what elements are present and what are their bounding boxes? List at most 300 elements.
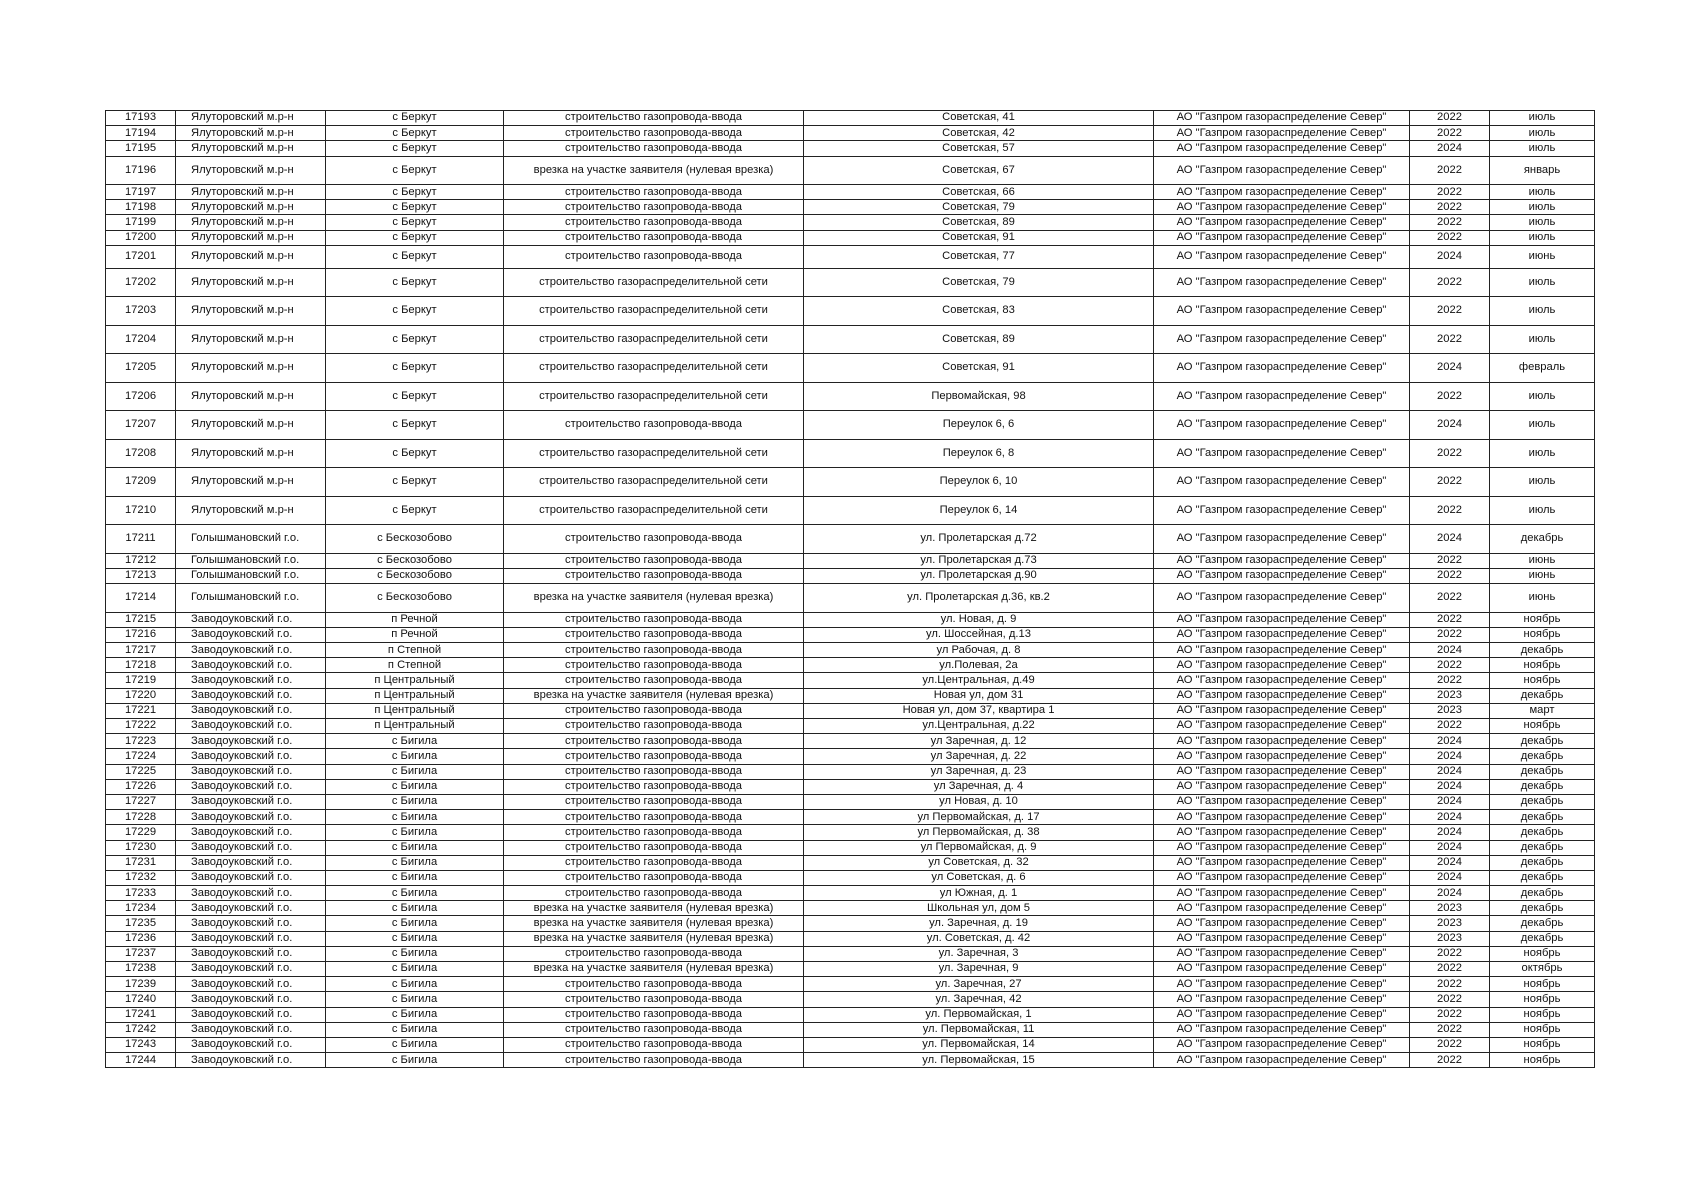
- locality-cell: п Степной: [326, 643, 504, 658]
- year-cell: 2022: [1410, 612, 1490, 627]
- row-id-cell: 17227: [106, 794, 176, 809]
- district-cell: Заводоуковский г.о.: [176, 673, 326, 688]
- work-type-cell: строительство газопровода-ввода: [504, 825, 804, 840]
- organization-cell: АО "Газпром газораспределение Север": [1154, 886, 1410, 901]
- organization-cell: АО "Газпром газораспределение Север": [1154, 855, 1410, 870]
- year-cell: 2022: [1410, 946, 1490, 961]
- district-cell: Заводоуковский г.о.: [176, 719, 326, 734]
- district-cell: Ялуторовский м.р-н: [176, 111, 326, 126]
- organization-cell: АО "Газпром газораспределение Север": [1154, 382, 1410, 411]
- month-cell: октябрь: [1490, 962, 1595, 977]
- table-row: [106, 126, 1595, 141]
- organization-cell: АО "Газпром газораспределение Север": [1154, 658, 1410, 673]
- district-cell: Голышмановский г.о.: [176, 584, 326, 613]
- work-type-cell: строительство газопровода-ввода: [504, 703, 804, 718]
- work-type-cell: строительство газопровода-ввода: [504, 215, 804, 230]
- locality-cell: с Бигила: [326, 946, 504, 961]
- locality-cell: с Бигила: [326, 1022, 504, 1037]
- district-cell: Заводоуковский г.о.: [176, 901, 326, 916]
- district-cell: Ялуторовский м.р-н: [176, 245, 326, 268]
- locality-cell: с Бигила: [326, 779, 504, 794]
- district-cell: Заводоуковский г.о.: [176, 946, 326, 961]
- work-type-cell: строительство газопровода-ввода: [504, 1022, 804, 1037]
- row-id-cell: 17205: [106, 354, 176, 383]
- year-cell: 2023: [1410, 901, 1490, 916]
- month-cell: июль: [1490, 200, 1595, 215]
- year-cell: 2024: [1410, 245, 1490, 268]
- month-cell: июль: [1490, 411, 1595, 440]
- district-cell: Ялуторовский м.р-н: [176, 156, 326, 185]
- month-cell: ноябрь: [1490, 719, 1595, 734]
- locality-cell: с Беркут: [326, 382, 504, 411]
- table-row: [106, 468, 1595, 497]
- table-row: [106, 886, 1595, 901]
- organization-cell: АО "Газпром газораспределение Север": [1154, 840, 1410, 855]
- work-type-cell: строительство газораспределительной сети: [504, 268, 804, 297]
- locality-cell: с Бигила: [326, 992, 504, 1007]
- work-type-cell: строительство газопровода-ввода: [504, 643, 804, 658]
- locality-cell: с Бескозобово: [326, 525, 504, 554]
- district-cell: Заводоуковский г.о.: [176, 916, 326, 931]
- organization-cell: АО "Газпром газораспределение Север": [1154, 156, 1410, 185]
- gasification-table: [105, 110, 1595, 1068]
- organization-cell: АО "Газпром газораспределение Север": [1154, 268, 1410, 297]
- district-cell: Заводоуковский г.о.: [176, 1053, 326, 1068]
- work-type-cell: строительство газопровода-ввода: [504, 200, 804, 215]
- address-cell: ул. Первомайская, 15: [804, 1053, 1154, 1068]
- organization-cell: АО "Газпром газораспределение Север": [1154, 946, 1410, 961]
- row-id-cell: 17237: [106, 946, 176, 961]
- month-cell: декабрь: [1490, 749, 1595, 764]
- organization-cell: АО "Газпром газораспределение Север": [1154, 931, 1410, 946]
- address-cell: Советская, 66: [804, 185, 1154, 200]
- month-cell: ноябрь: [1490, 673, 1595, 688]
- organization-cell: АО "Газпром газораспределение Север": [1154, 439, 1410, 468]
- locality-cell: с Бигила: [326, 734, 504, 749]
- address-cell: Новая ул, дом 31: [804, 688, 1154, 703]
- district-cell: Голышмановский г.о.: [176, 569, 326, 584]
- work-type-cell: строительство газораспределительной сети: [504, 468, 804, 497]
- address-cell: ул. Пролетарская д.36, кв.2: [804, 584, 1154, 613]
- table-row: [106, 1007, 1595, 1022]
- month-cell: декабрь: [1490, 779, 1595, 794]
- district-cell: Заводоуковский г.о.: [176, 734, 326, 749]
- locality-cell: с Бигила: [326, 962, 504, 977]
- work-type-cell: строительство газопровода-ввода: [504, 111, 804, 126]
- year-cell: 2024: [1410, 810, 1490, 825]
- month-cell: ноябрь: [1490, 627, 1595, 642]
- year-cell: 2024: [1410, 794, 1490, 809]
- year-cell: 2022: [1410, 627, 1490, 642]
- address-cell: Советская, 42: [804, 126, 1154, 141]
- table-row: [106, 901, 1595, 916]
- locality-cell: с Беркут: [326, 141, 504, 156]
- row-id-cell: 17208: [106, 439, 176, 468]
- locality-cell: с Беркут: [326, 268, 504, 297]
- work-type-cell: строительство газопровода-ввода: [504, 779, 804, 794]
- table-row: [106, 1037, 1595, 1052]
- work-type-cell: строительство газораспределительной сети: [504, 382, 804, 411]
- table-row: [106, 627, 1595, 642]
- row-id-cell: 17236: [106, 931, 176, 946]
- year-cell: 2023: [1410, 688, 1490, 703]
- district-cell: Ялуторовский м.р-н: [176, 230, 326, 245]
- locality-cell: с Беркут: [326, 230, 504, 245]
- work-type-cell: строительство газопровода-ввода: [504, 992, 804, 1007]
- work-type-cell: строительство газопровода-ввода: [504, 855, 804, 870]
- year-cell: 2022: [1410, 439, 1490, 468]
- table-row: [106, 156, 1595, 185]
- district-cell: Ялуторовский м.р-н: [176, 268, 326, 297]
- district-cell: Заводоуковский г.о.: [176, 855, 326, 870]
- row-id-cell: 17243: [106, 1037, 176, 1052]
- year-cell: 2022: [1410, 468, 1490, 497]
- address-cell: Советская, 91: [804, 230, 1154, 245]
- row-id-cell: 17224: [106, 749, 176, 764]
- organization-cell: АО "Газпром газораспределение Север": [1154, 1022, 1410, 1037]
- district-cell: Ялуторовский м.р-н: [176, 382, 326, 411]
- row-id-cell: 17196: [106, 156, 176, 185]
- organization-cell: АО "Газпром газораспределение Север": [1154, 325, 1410, 354]
- month-cell: июнь: [1490, 584, 1595, 613]
- work-type-cell: строительство газопровода-ввода: [504, 870, 804, 885]
- table-row: [106, 931, 1595, 946]
- address-cell: ул.Полевая, 2а: [804, 658, 1154, 673]
- organization-cell: АО "Газпром газораспределение Север": [1154, 584, 1410, 613]
- locality-cell: с Бигила: [326, 1053, 504, 1068]
- row-id-cell: 17201: [106, 245, 176, 268]
- organization-cell: АО "Газпром газораспределение Север": [1154, 992, 1410, 1007]
- year-cell: 2022: [1410, 553, 1490, 568]
- district-cell: Заводоуковский г.о.: [176, 825, 326, 840]
- address-cell: Советская, 83: [804, 297, 1154, 326]
- row-id-cell: 17223: [106, 734, 176, 749]
- district-cell: Заводоуковский г.о.: [176, 764, 326, 779]
- organization-cell: АО "Газпром газораспределение Север": [1154, 870, 1410, 885]
- row-id-cell: 17210: [106, 496, 176, 525]
- district-cell: Заводоуковский г.о.: [176, 612, 326, 627]
- work-type-cell: строительство газопровода-ввода: [504, 245, 804, 268]
- year-cell: 2022: [1410, 268, 1490, 297]
- work-type-cell: строительство газопровода-ввода: [504, 977, 804, 992]
- table-row: [106, 185, 1595, 200]
- work-type-cell: строительство газораспределительной сети: [504, 325, 804, 354]
- district-cell: Заводоуковский г.о.: [176, 977, 326, 992]
- organization-cell: АО "Газпром газораспределение Север": [1154, 1007, 1410, 1022]
- month-cell: декабрь: [1490, 734, 1595, 749]
- month-cell: июль: [1490, 215, 1595, 230]
- locality-cell: с Бигила: [326, 1037, 504, 1052]
- row-id-cell: 17229: [106, 825, 176, 840]
- organization-cell: АО "Газпром газораспределение Север": [1154, 764, 1410, 779]
- work-type-cell: строительство газопровода-ввода: [504, 810, 804, 825]
- locality-cell: с Бигила: [326, 901, 504, 916]
- month-cell: ноябрь: [1490, 1053, 1595, 1068]
- work-type-cell: строительство газопровода-ввода: [504, 612, 804, 627]
- row-id-cell: 17240: [106, 992, 176, 1007]
- row-id-cell: 17225: [106, 764, 176, 779]
- row-id-cell: 17209: [106, 468, 176, 497]
- row-id-cell: 17228: [106, 810, 176, 825]
- month-cell: ноябрь: [1490, 946, 1595, 961]
- locality-cell: с Бигила: [326, 840, 504, 855]
- address-cell: ул. Первомайская, 1: [804, 1007, 1154, 1022]
- district-cell: Заводоуковский г.о.: [176, 643, 326, 658]
- table-row: [106, 825, 1595, 840]
- row-id-cell: 17207: [106, 411, 176, 440]
- work-type-cell: строительство газопровода-ввода: [504, 553, 804, 568]
- row-id-cell: 17194: [106, 126, 176, 141]
- locality-cell: с Беркут: [326, 156, 504, 185]
- organization-cell: АО "Газпром газораспределение Север": [1154, 569, 1410, 584]
- table-row: [106, 354, 1595, 383]
- row-id-cell: 17239: [106, 977, 176, 992]
- work-type-cell: врезка на участке заявителя (нулевая врезка): [504, 156, 804, 185]
- row-id-cell: 17215: [106, 612, 176, 627]
- year-cell: 2024: [1410, 141, 1490, 156]
- row-id-cell: 17199: [106, 215, 176, 230]
- work-type-cell: строительство газопровода-ввода: [504, 794, 804, 809]
- organization-cell: АО "Газпром газораспределение Север": [1154, 749, 1410, 764]
- locality-cell: с Бигила: [326, 916, 504, 931]
- work-type-cell: строительство газораспределительной сети: [504, 496, 804, 525]
- locality-cell: с Беркут: [326, 411, 504, 440]
- work-type-cell: строительство газопровода-ввода: [504, 840, 804, 855]
- month-cell: июль: [1490, 141, 1595, 156]
- table-row: [106, 916, 1595, 931]
- year-cell: 2022: [1410, 673, 1490, 688]
- table-row: [106, 688, 1595, 703]
- organization-cell: АО "Газпром газораспределение Север": [1154, 354, 1410, 383]
- address-cell: ул. Советская, д. 42: [804, 931, 1154, 946]
- month-cell: ноябрь: [1490, 658, 1595, 673]
- row-id-cell: 17217: [106, 643, 176, 658]
- year-cell: 2024: [1410, 749, 1490, 764]
- locality-cell: с Бигила: [326, 1007, 504, 1022]
- organization-cell: АО "Газпром газораспределение Север": [1154, 411, 1410, 440]
- table-row: [106, 1053, 1595, 1068]
- district-cell: Заводоуковский г.о.: [176, 810, 326, 825]
- year-cell: 2022: [1410, 1022, 1490, 1037]
- work-type-cell: строительство газопровода-ввода: [504, 1037, 804, 1052]
- locality-cell: с Беркут: [326, 245, 504, 268]
- address-cell: ул. Пролетарская д.73: [804, 553, 1154, 568]
- work-type-cell: строительство газопровода-ввода: [504, 411, 804, 440]
- address-cell: Советская, 79: [804, 200, 1154, 215]
- table-row: [106, 612, 1595, 627]
- month-cell: июль: [1490, 496, 1595, 525]
- month-cell: июль: [1490, 325, 1595, 354]
- table-row: [106, 794, 1595, 809]
- month-cell: июль: [1490, 126, 1595, 141]
- address-cell: ул. Заречная, 42: [804, 992, 1154, 1007]
- work-type-cell: строительство газопровода-ввода: [504, 886, 804, 901]
- table-row: [106, 111, 1595, 126]
- district-cell: Заводоуковский г.о.: [176, 931, 326, 946]
- address-cell: Советская, 79: [804, 268, 1154, 297]
- district-cell: Заводоуковский г.о.: [176, 1022, 326, 1037]
- district-cell: Ялуторовский м.р-н: [176, 126, 326, 141]
- district-cell: Ялуторовский м.р-н: [176, 325, 326, 354]
- year-cell: 2024: [1410, 354, 1490, 383]
- year-cell: 2022: [1410, 977, 1490, 992]
- address-cell: ул Рабочая, д. 8: [804, 643, 1154, 658]
- work-type-cell: строительство газопровода-ввода: [504, 627, 804, 642]
- work-type-cell: строительство газопровода-ввода: [504, 749, 804, 764]
- table-row: [106, 382, 1595, 411]
- year-cell: 2022: [1410, 325, 1490, 354]
- row-id-cell: 17195: [106, 141, 176, 156]
- table-row: [106, 719, 1595, 734]
- row-id-cell: 17202: [106, 268, 176, 297]
- work-type-cell: строительство газопровода-ввода: [504, 658, 804, 673]
- year-cell: 2022: [1410, 297, 1490, 326]
- year-cell: 2024: [1410, 779, 1490, 794]
- month-cell: декабрь: [1490, 525, 1595, 554]
- address-cell: Советская, 67: [804, 156, 1154, 185]
- organization-cell: АО "Газпром газораспределение Север": [1154, 215, 1410, 230]
- address-cell: ул Заречная, д. 22: [804, 749, 1154, 764]
- organization-cell: АО "Газпром газораспределение Север": [1154, 141, 1410, 156]
- locality-cell: с Беркут: [326, 126, 504, 141]
- row-id-cell: 17211: [106, 525, 176, 554]
- month-cell: июнь: [1490, 245, 1595, 268]
- table-row: [106, 230, 1595, 245]
- year-cell: 2024: [1410, 525, 1490, 554]
- month-cell: июль: [1490, 185, 1595, 200]
- organization-cell: АО "Газпром газораспределение Север": [1154, 1037, 1410, 1052]
- locality-cell: с Беркут: [326, 215, 504, 230]
- work-type-cell: строительство газораспределительной сети: [504, 439, 804, 468]
- work-type-cell: строительство газопровода-ввода: [504, 673, 804, 688]
- year-cell: 2022: [1410, 126, 1490, 141]
- row-id-cell: 17216: [106, 627, 176, 642]
- table-row: [106, 962, 1595, 977]
- row-id-cell: 17198: [106, 200, 176, 215]
- organization-cell: АО "Газпром газораспределение Север": [1154, 810, 1410, 825]
- district-cell: Заводоуковский г.о.: [176, 627, 326, 642]
- row-id-cell: 17230: [106, 840, 176, 855]
- locality-cell: с Бигила: [326, 825, 504, 840]
- month-cell: декабрь: [1490, 931, 1595, 946]
- address-cell: ул Первомайская, д. 17: [804, 810, 1154, 825]
- locality-cell: с Бигила: [326, 810, 504, 825]
- address-cell: ул. Заречная, 3: [804, 946, 1154, 961]
- table-row: [106, 200, 1595, 215]
- row-id-cell: 17232: [106, 870, 176, 885]
- table-row: [106, 325, 1595, 354]
- table-row: [106, 658, 1595, 673]
- work-type-cell: врезка на участке заявителя (нулевая врезка): [504, 962, 804, 977]
- month-cell: декабрь: [1490, 688, 1595, 703]
- district-cell: Заводоуковский г.о.: [176, 962, 326, 977]
- month-cell: июль: [1490, 382, 1595, 411]
- year-cell: 2024: [1410, 734, 1490, 749]
- work-type-cell: строительство газораспределительной сети: [504, 297, 804, 326]
- table-row: [106, 553, 1595, 568]
- district-cell: Ялуторовский м.р-н: [176, 354, 326, 383]
- organization-cell: АО "Газпром газораспределение Север": [1154, 977, 1410, 992]
- table-row: [106, 855, 1595, 870]
- month-cell: июль: [1490, 297, 1595, 326]
- month-cell: декабрь: [1490, 901, 1595, 916]
- month-cell: июль: [1490, 468, 1595, 497]
- month-cell: ноябрь: [1490, 1007, 1595, 1022]
- locality-cell: с Бигила: [326, 977, 504, 992]
- organization-cell: АО "Газпром газораспределение Север": [1154, 962, 1410, 977]
- table-row: [106, 141, 1595, 156]
- locality-cell: с Бескозобово: [326, 584, 504, 613]
- work-type-cell: строительство газопровода-ввода: [504, 141, 804, 156]
- year-cell: 2024: [1410, 855, 1490, 870]
- year-cell: 2022: [1410, 569, 1490, 584]
- work-type-cell: строительство газопровода-ввода: [504, 525, 804, 554]
- year-cell: 2022: [1410, 719, 1490, 734]
- month-cell: ноябрь: [1490, 612, 1595, 627]
- district-cell: Заводоуковский г.о.: [176, 992, 326, 1007]
- organization-cell: АО "Газпром газораспределение Север": [1154, 245, 1410, 268]
- month-cell: декабрь: [1490, 840, 1595, 855]
- organization-cell: АО "Газпром газораспределение Север": [1154, 185, 1410, 200]
- district-cell: Заводоуковский г.о.: [176, 794, 326, 809]
- table-row: [106, 977, 1595, 992]
- locality-cell: с Бескозобово: [326, 553, 504, 568]
- year-cell: 2022: [1410, 156, 1490, 185]
- organization-cell: АО "Газпром газораспределение Север": [1154, 496, 1410, 525]
- address-cell: ул. Заречная, 9: [804, 962, 1154, 977]
- table-row: [106, 764, 1595, 779]
- year-cell: 2024: [1410, 870, 1490, 885]
- year-cell: 2022: [1410, 111, 1490, 126]
- locality-cell: с Беркут: [326, 496, 504, 525]
- table-row: [106, 525, 1595, 554]
- work-type-cell: строительство газопровода-ввода: [504, 719, 804, 734]
- month-cell: декабрь: [1490, 870, 1595, 885]
- table-row: [106, 734, 1595, 749]
- locality-cell: п Центральный: [326, 673, 504, 688]
- row-id-cell: 17241: [106, 1007, 176, 1022]
- address-cell: ул. Заречная, 27: [804, 977, 1154, 992]
- year-cell: 2022: [1410, 215, 1490, 230]
- table-row: [106, 840, 1595, 855]
- organization-cell: АО "Газпром газораспределение Север": [1154, 825, 1410, 840]
- table-body: [106, 111, 1595, 1068]
- year-cell: 2023: [1410, 931, 1490, 946]
- district-cell: Ялуторовский м.р-н: [176, 200, 326, 215]
- year-cell: 2022: [1410, 382, 1490, 411]
- year-cell: 2022: [1410, 496, 1490, 525]
- table-row: [106, 673, 1595, 688]
- table-row: [106, 749, 1595, 764]
- year-cell: 2024: [1410, 886, 1490, 901]
- year-cell: 2022: [1410, 200, 1490, 215]
- address-cell: ул. Заречная, д. 19: [804, 916, 1154, 931]
- organization-cell: АО "Газпром газораспределение Север": [1154, 297, 1410, 326]
- address-cell: ул Заречная, д. 4: [804, 779, 1154, 794]
- address-cell: ул Заречная, д. 23: [804, 764, 1154, 779]
- table-row: [106, 643, 1595, 658]
- district-cell: Ялуторовский м.р-н: [176, 215, 326, 230]
- year-cell: 2024: [1410, 840, 1490, 855]
- year-cell: 2024: [1410, 825, 1490, 840]
- month-cell: июнь: [1490, 553, 1595, 568]
- locality-cell: с Бигила: [326, 794, 504, 809]
- address-cell: Советская, 57: [804, 141, 1154, 156]
- address-cell: ул Южная, д. 1: [804, 886, 1154, 901]
- locality-cell: п Центральный: [326, 703, 504, 718]
- table-row: [106, 268, 1595, 297]
- address-cell: ул Заречная, д. 12: [804, 734, 1154, 749]
